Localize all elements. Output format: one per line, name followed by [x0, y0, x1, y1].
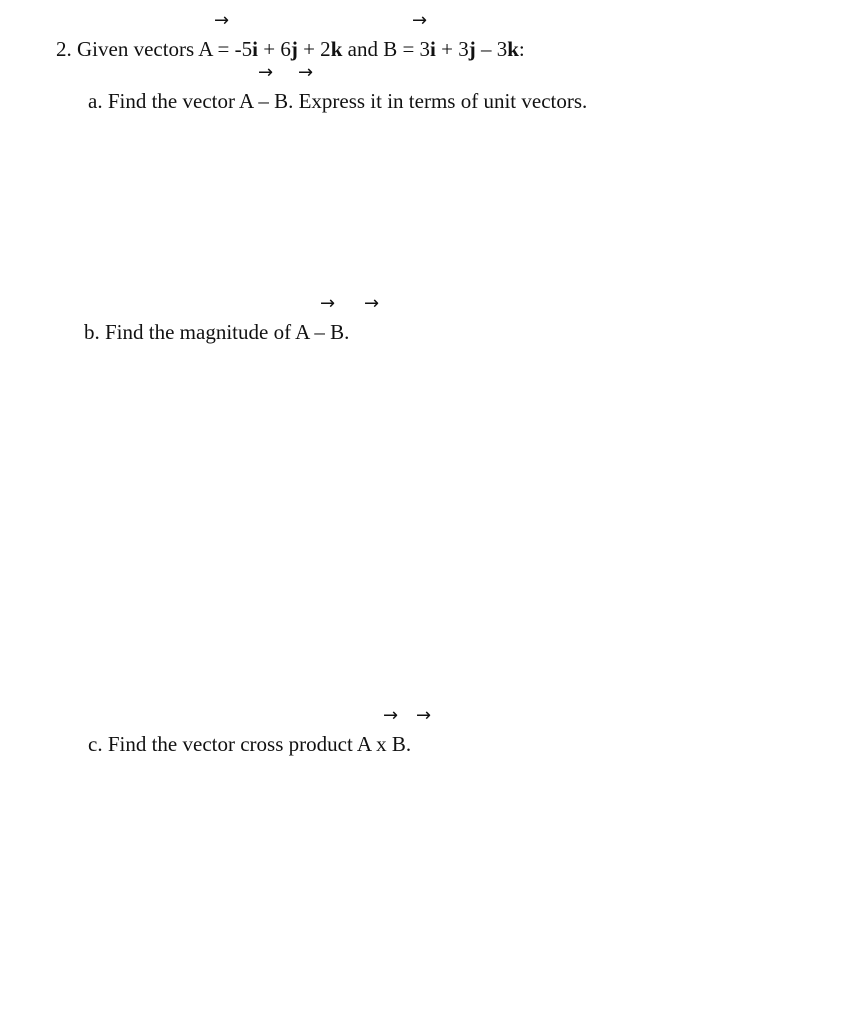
question-intro: Given vectors A = -5	[77, 37, 253, 61]
part-c-label: c.	[88, 732, 103, 756]
unit-k: k	[507, 37, 519, 61]
vector-arrow-a-icon: →	[383, 705, 399, 726]
unit-j: j	[468, 37, 476, 61]
part-b-text: Find the magnitude of A – B.	[105, 320, 350, 344]
vector-arrow-a-icon: →	[258, 62, 274, 83]
part-a-text: Find the vector A – B. Express it in terms of unit vectors.	[107, 89, 588, 113]
vector-arrow-a-icon: →	[214, 10, 230, 31]
vector-arrow-b-icon: →	[416, 705, 432, 726]
part-a-label: a.	[88, 89, 103, 113]
part-b-label: b.	[84, 320, 100, 344]
part-a	[88, 91, 587, 112]
part-c-text: Find the vector cross product A x B.	[107, 732, 412, 756]
question-statement: 2. Given vectors A = -5i + 6j + 2k and B = 3i + 3j – 3k:	[56, 37, 525, 61]
part-c	[88, 734, 411, 755]
part-b	[84, 322, 349, 343]
vector-arrow-a-icon: →	[320, 293, 336, 314]
vector-arrow-b-icon: →	[364, 293, 380, 314]
unit-k: k	[330, 37, 343, 61]
question-number: 2.	[56, 37, 72, 61]
vector-arrow-b-icon: →	[412, 10, 428, 31]
unit-j: j	[290, 37, 298, 61]
vector-arrow-b-icon: →	[298, 62, 314, 83]
unit-i: i	[252, 37, 258, 61]
unit-i: i	[430, 37, 436, 61]
